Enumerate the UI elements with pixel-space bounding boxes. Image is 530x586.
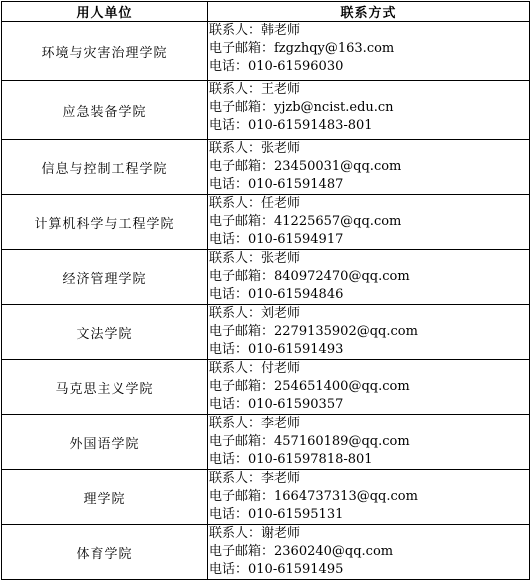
contact-cell [208,140,530,195]
contact-phone: 电话：010-61594846 [209,287,344,302]
unit-name: 马克思主义学院 [2,360,208,415]
contact-person: 联系人：任老师 [209,196,301,211]
contact-table [1,1,530,580]
contact-email: 电子邮箱：457160189@qq.com [209,434,410,449]
unit-name: 信息与控制工程学院 [2,140,208,195]
unit-name: 应急装备学院 [2,81,208,140]
table-row [2,525,530,580]
unit-name: 体育学院 [2,525,208,580]
contact-cell [208,195,530,250]
contact-email: 电子邮箱：fzgzhqy@163.com [209,41,395,56]
contact-cell [208,250,530,305]
table-row [2,140,530,195]
contact-person: 联系人：王老师 [209,82,301,97]
table-row [2,360,530,415]
table-header-row [2,2,530,22]
contact-cell [208,81,530,140]
table-row [2,250,530,305]
contact-email: 电子邮箱：1664737313@qq.com [209,489,418,504]
contact-phone: 电话：010-61595131 [209,507,344,522]
contact-phone: 电话：010-61596030 [209,59,344,74]
contact-phone: 电话：010-61591495 [209,562,344,577]
contact-email: 电子邮箱：2360240@qq.com [209,544,394,559]
unit-name: 外国语学院 [2,415,208,470]
unit-name: 环境与灾害治理学院 [2,22,208,81]
contact-email: 电子邮箱：840972470@qq.com [209,269,410,284]
contact-cell [208,525,530,580]
contact-person: 联系人：张老师 [209,141,301,156]
contact-phone: 电话：010-61594917 [209,232,344,247]
contact-person: 联系人：李老师 [209,471,301,486]
contact-phone: 电话：010-61591483-801 [209,118,373,133]
contact-phone: 电话：010-61597818-801 [209,452,373,467]
contact-phone: 电话：010-61591493 [209,342,344,357]
contact-cell [208,360,530,415]
contact-email: 电子邮箱：23450031@qq.com [209,159,402,174]
table-row [2,470,530,525]
unit-name: 经济管理学院 [2,250,208,305]
contact-person: 联系人：付老师 [209,361,301,376]
unit-name: 计算机科学与工程学院 [2,195,208,250]
table-row [2,305,530,360]
contact-email: 电子邮箱：2279135902@qq.com [209,324,418,339]
contact-person: 联系人：李老师 [209,416,301,431]
contact-cell [208,305,530,360]
contact-phone: 电话：010-61590357 [209,397,344,412]
table-row [2,415,530,470]
contact-email: 电子邮箱：yjzb@ncist.edu.cn [209,100,394,115]
contact-person: 联系人：刘老师 [209,306,301,321]
contact-email: 电子邮箱：41225657@qq.com [209,214,402,229]
unit-name: 理学院 [2,470,208,525]
header-contact: 联系方式 [208,2,530,22]
contact-person: 联系人：张老师 [209,251,301,266]
contact-person: 联系人：韩老师 [209,23,301,38]
contact-cell [208,415,530,470]
contact-cell [208,22,530,81]
unit-name: 文法学院 [2,305,208,360]
contact-phone: 电话：010-61591487 [209,177,344,192]
contact-cell [208,470,530,525]
contact-email: 电子邮箱：254651400@qq.com [209,379,410,394]
contact-person: 联系人：谢老师 [209,526,301,541]
table-row [2,22,530,81]
header-unit: 用人单位 [2,2,208,22]
table-row [2,81,530,140]
table-row [2,195,530,250]
